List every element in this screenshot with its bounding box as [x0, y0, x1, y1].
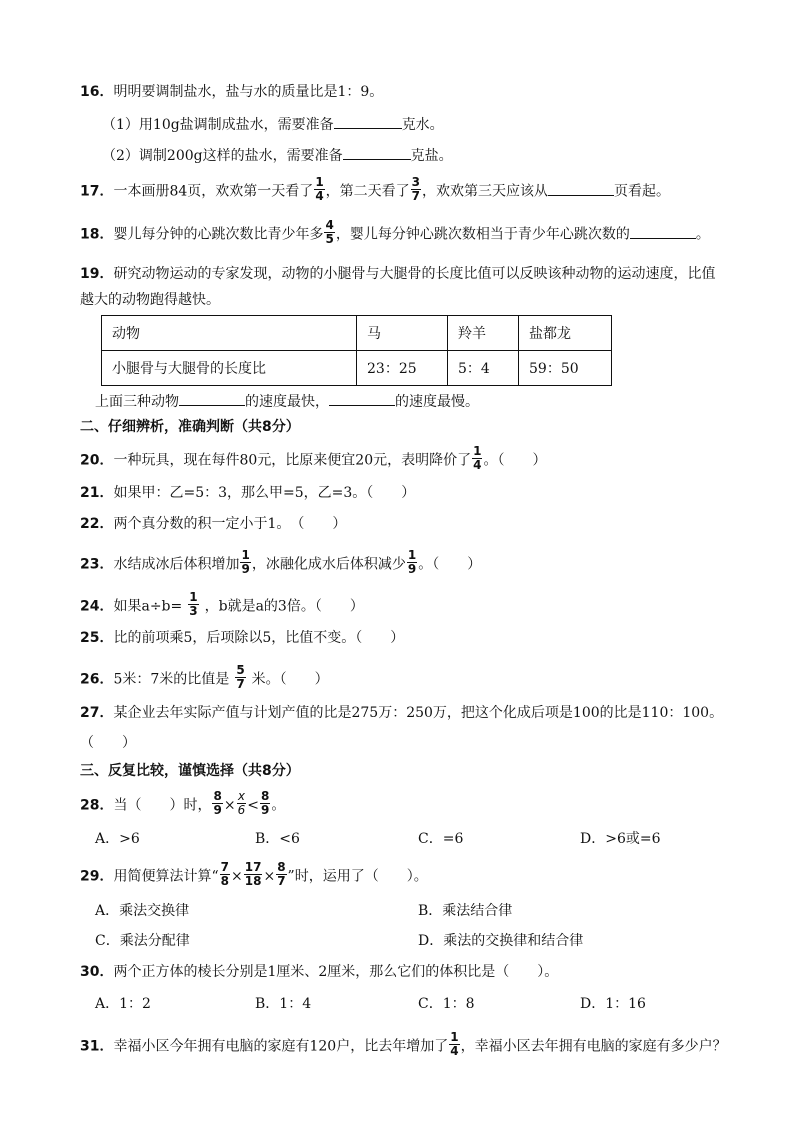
question-16-part-1 — [102, 114, 444, 134]
option-d[interactable]: D．乘法的交换律和结合律 — [418, 933, 584, 949]
question-16-part-2 — [102, 145, 453, 165]
fraction: $\frac{5}{7}$ — [236, 663, 245, 691]
option-b[interactable]: B．<6 — [255, 831, 300, 847]
question-number: 16． — [80, 84, 114, 100]
question-text: ，冰融化成水后体积减少 — [251, 556, 406, 573]
fraction: $\frac{1}{4}$ — [450, 1030, 459, 1058]
table-cell: 23：25 — [357, 351, 448, 386]
question-text: 。 — [271, 797, 286, 814]
question-text: 上面三种动物 — [95, 394, 179, 410]
answer-blank[interactable] — [334, 114, 402, 129]
option-b[interactable]: B．1：4 — [255, 996, 312, 1012]
option-c[interactable]: C．乘法分配律 — [95, 933, 190, 949]
fraction: $\frac{x}{6}$ — [237, 789, 246, 817]
answer-blank[interactable] — [329, 391, 395, 406]
question-text: 婴儿每分钟的心跳次数比青少年多 — [113, 226, 324, 243]
fraction: $\frac{1}{4}$ — [473, 444, 482, 472]
question-22 — [80, 514, 346, 534]
question-number: 30． — [80, 964, 114, 980]
sub-question-text: 克盐。 — [410, 148, 453, 164]
question-number: 29． — [80, 868, 114, 885]
sub-question-text: （2）调制200g这样的盐水，需要准备 — [102, 148, 343, 164]
question-21 — [80, 483, 415, 503]
operator: × — [263, 868, 276, 885]
fraction: $\frac{4}{5}$ — [325, 218, 334, 246]
operator: × — [223, 797, 236, 814]
question-17 — [80, 175, 671, 203]
question-text: 的速度最快， — [245, 394, 329, 410]
table-row — [102, 351, 612, 386]
table-row — [102, 316, 612, 351]
question-text: 如果a÷b= — [113, 598, 183, 615]
question-text: 。（ ） — [418, 556, 482, 573]
question-text: 幸福小区今年拥有电脑的家庭有120户，比去年增加了 — [113, 1038, 449, 1055]
operator: < — [247, 797, 259, 814]
question-18 — [80, 218, 710, 246]
question-26 — [80, 663, 329, 691]
question-text: ，b就是a的3倍。（ ） — [204, 598, 364, 615]
fraction: $\frac{8}{7}$ — [277, 860, 286, 888]
answer-blank[interactable] — [630, 224, 696, 239]
question-text: 两个真分数的积一定小于1。 （ ） — [113, 516, 347, 532]
question-text: ，幸福小区去年拥有电脑的家庭有多少户？ — [460, 1038, 727, 1055]
option-a[interactable]: A．乘法交换律 — [95, 903, 190, 919]
section-heading: 三、反复比较，谨慎选择（共8分） — [80, 763, 300, 779]
question-text: ，第二天看了 — [325, 183, 410, 200]
answer-blank[interactable] — [179, 391, 245, 406]
fraction: $\frac{17}{18}$ — [244, 860, 262, 888]
question-number: 25． — [80, 630, 114, 646]
option-c[interactable]: C．=6 — [418, 831, 464, 847]
question-number: 23． — [80, 556, 114, 573]
question-28 — [80, 789, 286, 817]
question-16 — [80, 82, 383, 102]
table-cell: 小腿骨与大腿骨的长度比 — [102, 351, 357, 386]
question-number: 18． — [80, 226, 114, 243]
question-27 — [80, 703, 723, 723]
question-text: ，婴儿每分钟心跳次数相当于青少年心跳次数的 — [335, 226, 630, 243]
option-b[interactable]: B．乘法结合律 — [418, 903, 513, 919]
question-number: 22． — [80, 516, 114, 532]
question-text: 5米：7米的比值是 — [113, 671, 230, 688]
question-text: 比的前项乘5，后项除以5，比值不变。（ ） — [113, 630, 405, 646]
question-31 — [80, 1030, 727, 1058]
question-text: 越大的动物跑得越快。 — [80, 292, 220, 308]
question-29 — [80, 860, 428, 888]
question-text: 一种玩具，现在每件80元，比原来便宜20元，表明降价了 — [113, 452, 472, 469]
question-text: 某企业去年实际产值与计划产值的比是275万：250万，把这个化成后项是100的比是110：100。 — [113, 705, 724, 721]
question-number: 28． — [80, 797, 114, 814]
fraction: $\frac{8}{9}$ — [213, 789, 222, 817]
option-d[interactable]: D．>6或=6 — [580, 831, 661, 847]
section-heading: 二、仔细辨析，准确判断（共8分） — [80, 419, 300, 435]
question-text: 如果甲：乙=5：3，那么甲=5，乙=3。（ ） — [113, 485, 416, 501]
question-text: 两个正方体的棱长分别是1厘米、2厘米，那么它们的体积比是（ ）。 — [113, 964, 559, 980]
question-number: 17． — [80, 183, 114, 200]
question-number: 24． — [80, 598, 114, 615]
table-header-cell: 动物 — [102, 316, 357, 351]
table-header-cell: 羚羊 — [448, 316, 519, 351]
question-text: 米。（ ） — [251, 671, 329, 688]
question-text: 页看起。 — [614, 183, 671, 200]
question-text: 用简便算法计算“ — [113, 868, 219, 885]
question-text: ，欢欢第三天应该从 — [422, 183, 549, 200]
table-cell: 5：4 — [448, 351, 519, 386]
question-number: 27． — [80, 705, 114, 721]
question-text: 当（ ）时， — [113, 797, 212, 814]
question-number: 21． — [80, 485, 114, 501]
question-text: 研究动物运动的专家发现，动物的小腿骨与大腿骨的长度比值可以反映该种动物的运动速度，比值 — [113, 266, 716, 282]
operator: × — [231, 868, 243, 885]
question-23 — [80, 548, 482, 576]
question-text: 明明要调制盐水，盐与水的质量比是1：9。 — [113, 84, 384, 100]
answer-blank[interactable] — [548, 181, 614, 196]
option-d[interactable]: D．1：16 — [580, 996, 646, 1012]
question-27-paren: （ ） — [80, 735, 136, 751]
table-header-cell: 盐都龙 — [519, 316, 612, 351]
question-number: 31． — [80, 1038, 114, 1055]
question-number: 26． — [80, 671, 114, 688]
question-25 — [80, 628, 404, 648]
table-header-cell: 马 — [357, 316, 448, 351]
fraction: $\frac{1}{9}$ — [241, 548, 250, 576]
question-20 — [80, 444, 547, 472]
fraction: $\frac{3}{7}$ — [411, 175, 421, 203]
question-19-answer — [95, 391, 479, 411]
question-text: 一本画册84页，欢欢第一天看了 — [113, 183, 314, 200]
option-c[interactable]: C．1：8 — [418, 996, 475, 1012]
fraction: $\frac{1}{9}$ — [407, 548, 417, 576]
sub-question-text: 克水。 — [401, 117, 444, 133]
table-cell: 59：50 — [519, 351, 612, 386]
question-text: 。 — [695, 226, 710, 243]
fraction: $\frac{7}{8}$ — [220, 860, 230, 888]
question-30 — [80, 962, 558, 982]
answer-blank[interactable] — [343, 145, 411, 160]
bone-ratio-table — [101, 315, 612, 386]
question-text: ”时，运用了（ ）。 — [287, 868, 428, 885]
question-number: 20． — [80, 452, 114, 469]
question-text: 水结成冰后体积增加 — [113, 556, 240, 573]
sub-question-text: （1）用10g盐调制成盐水，需要准备 — [102, 117, 334, 133]
fraction: $\frac{1}{3}$ — [189, 590, 198, 618]
question-19-line-2 — [80, 290, 220, 310]
option-a[interactable]: A．>6 — [95, 831, 140, 847]
fraction: $\frac{8}{9}$ — [260, 789, 270, 817]
option-a[interactable]: A．1：2 — [95, 996, 151, 1012]
question-24 — [80, 590, 364, 618]
fraction: $\frac{1}{4}$ — [315, 175, 324, 203]
question-19 — [80, 264, 715, 284]
question-text: 的速度最慢。 — [395, 394, 479, 410]
question-number: 19． — [80, 266, 114, 282]
question-text: 。（ ） — [483, 452, 547, 469]
